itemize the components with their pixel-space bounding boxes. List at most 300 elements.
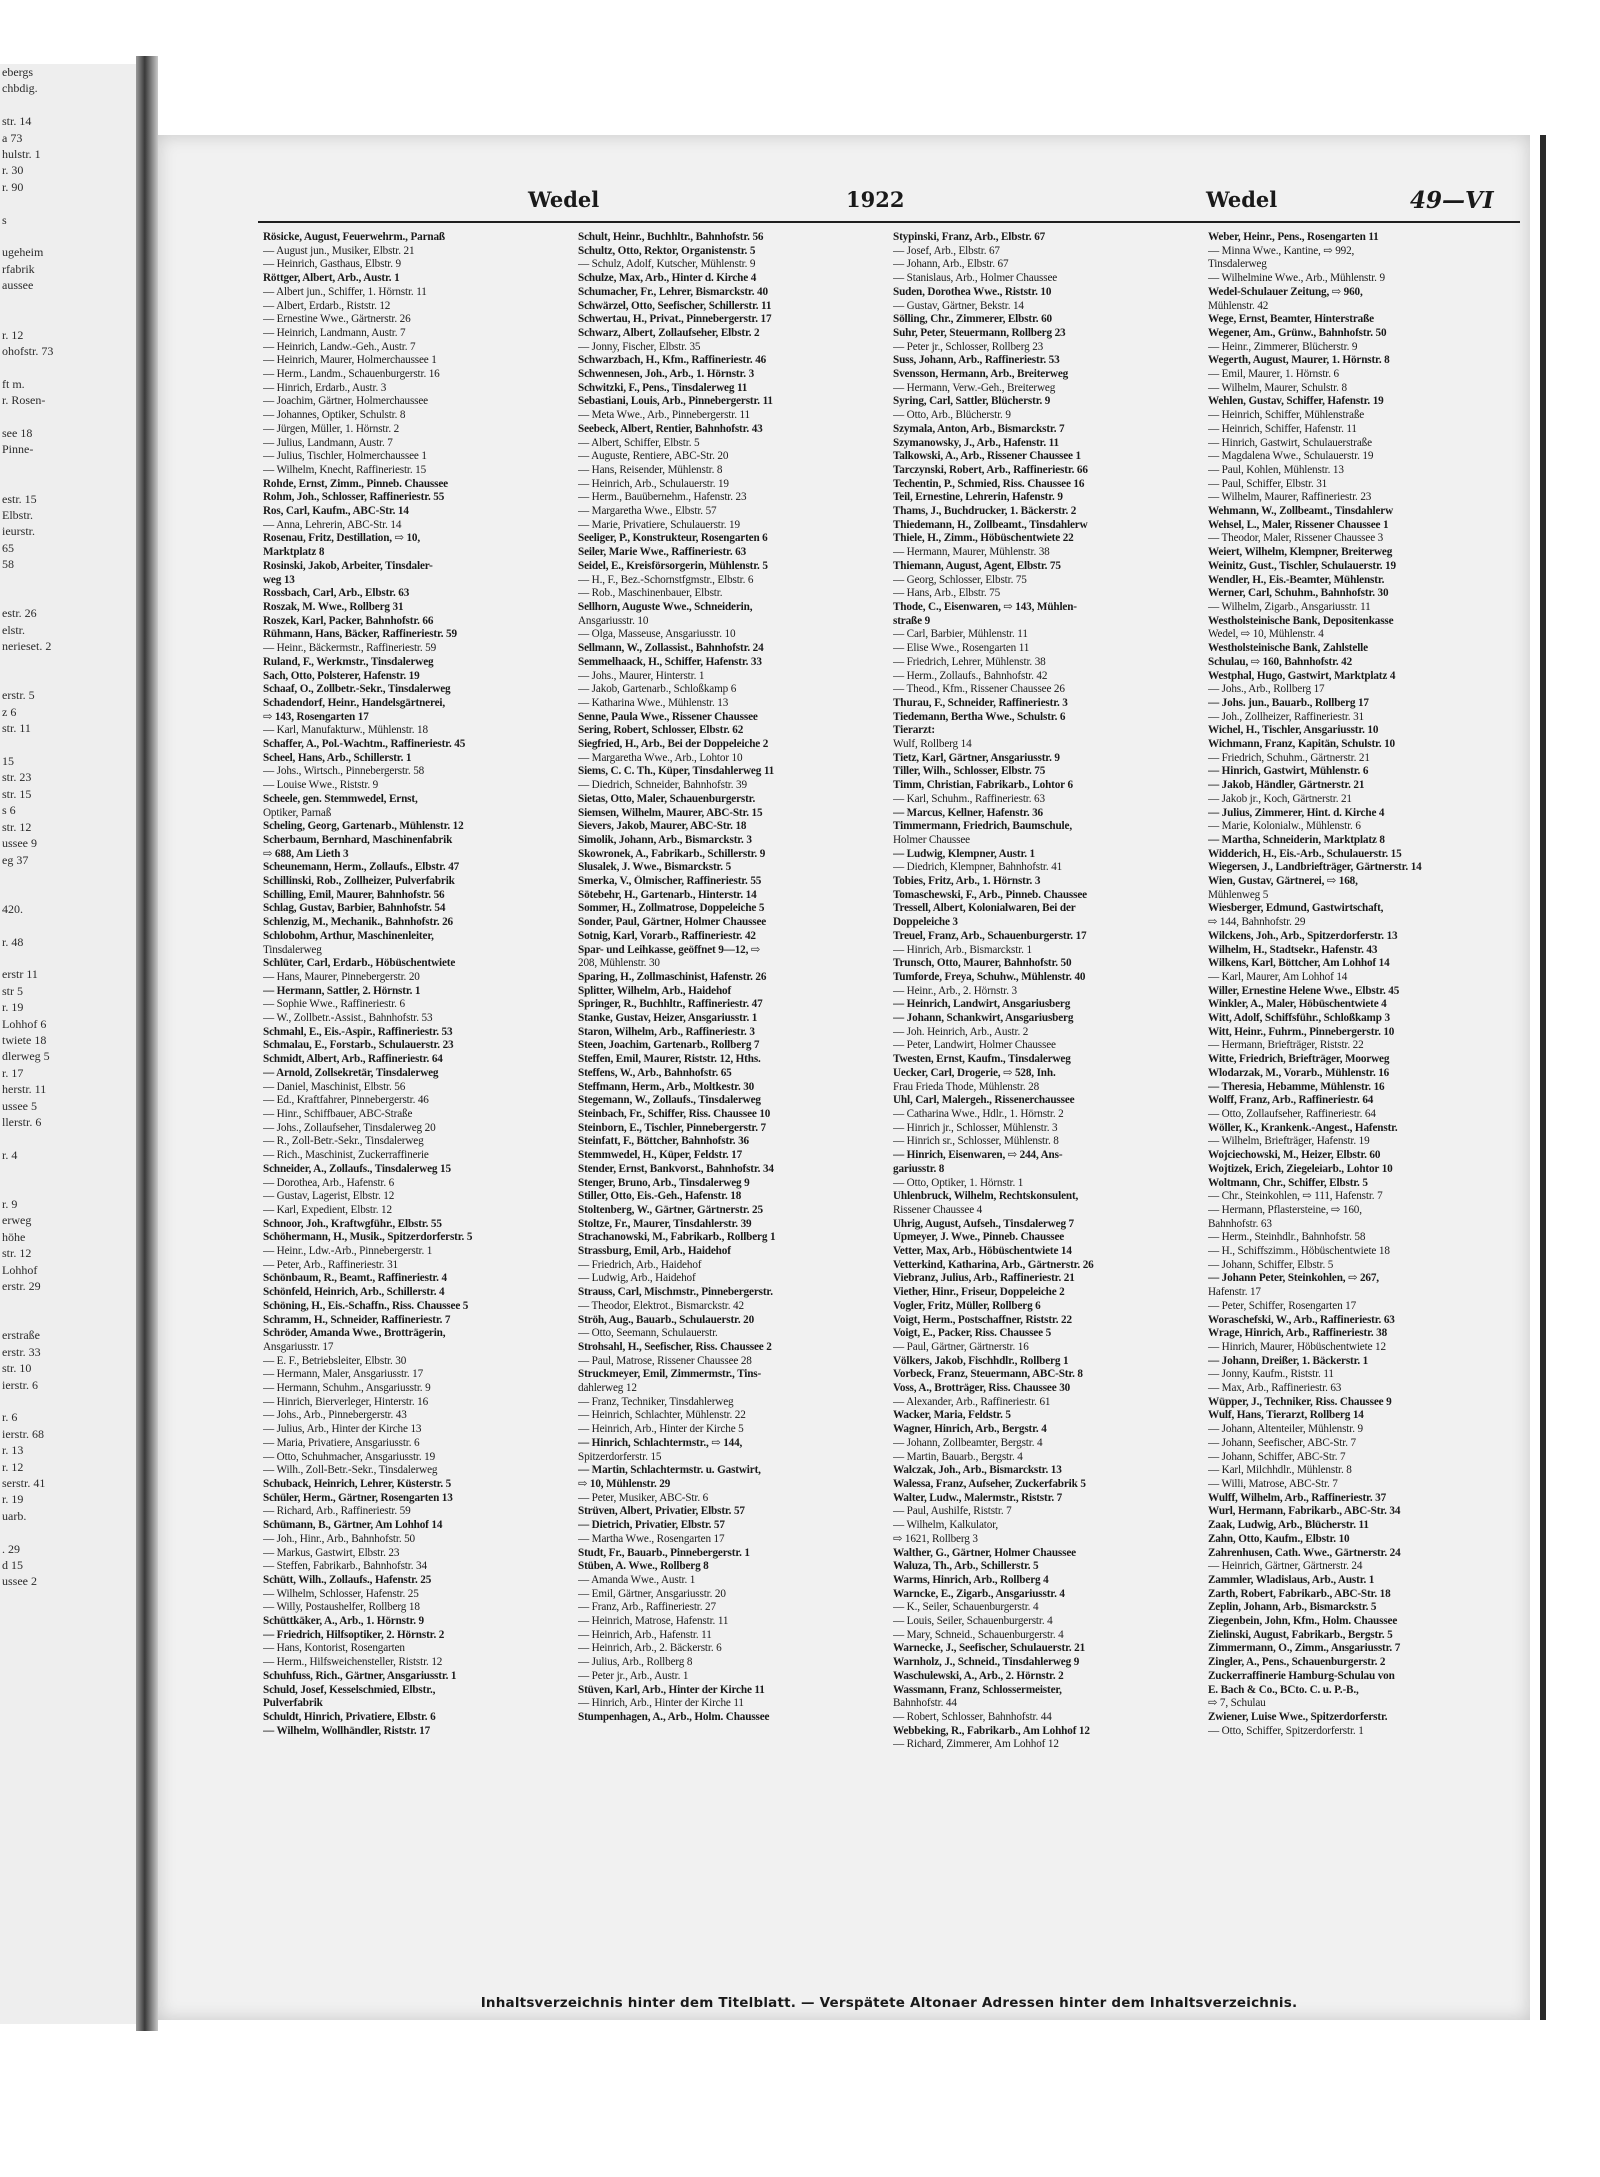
directory-entry: — Emil, Maurer, 1. Hörnstr. 6 [1208, 368, 1339, 381]
directory-entry: Schaffer, A., Pol.-Wachtm., Raffineriestr. 45 [263, 738, 466, 751]
directory-entry: Sebastiani, Louis, Arb., Pinnebergerstr. 11 [578, 395, 773, 408]
directory-entry: Schulau, ⇨ 160, Bahnhofstr. 42 [1208, 655, 1353, 668]
directory-entry: Tietz, Karl, Gärtner, Ansgariusstr. 9 [893, 751, 1060, 764]
directory-entry: Wlodarzak, M., Vorarb., Mühlenstr. 16 [1208, 1066, 1390, 1079]
directory-entry: — Hinrich, Arb., Bismarckstr. 1 [893, 943, 1032, 956]
directory-entry: Warncke, E., Zigarb., Ansgariusstr. 4 [893, 1587, 1065, 1600]
directory-entry: Strassburg, Emil, Arb., Haidehof [578, 1245, 731, 1258]
directory-entry: Optiker, Parnaß [263, 806, 332, 819]
directory-entry: Wehlen, Gustav, Schiffer, Hafenstr. 19 [1208, 395, 1384, 408]
directory-entry: — Theodor, Maler, Rissener Chaussee 3 [1208, 532, 1384, 545]
directory-entry: Rosinski, Jakob, Arbeiter, Tinsdaler- [263, 559, 433, 572]
directory-entry: dahlerweg 12 [578, 1382, 637, 1395]
directory-entry: gariusstr. 8 [893, 1162, 945, 1175]
directory-entry: Wilkens, Karl, Böttcher, Am Lohhof 14 [1208, 957, 1390, 970]
directory-entry: — Friedrich, Lehrer, Mühlenstr. 38 [893, 655, 1046, 668]
previous-page-line [0, 294, 136, 310]
directory-entry: — Marcus, Kellner, Hafenstr. 36 [893, 806, 1043, 819]
directory-entry: — Paul, Gärtner, Gärtnerstr. 16 [893, 1340, 1029, 1353]
previous-page-line: r. 13 [2, 1443, 24, 1458]
directory-entry: Schwarz, Albert, Zollaufseher, Elbstr. 2 [578, 326, 760, 339]
directory-entry: Marktplatz 8 [263, 546, 325, 559]
directory-entry: Timm, Christian, Fabrikarb., Lohtor 6 [893, 779, 1073, 792]
directory-entry: Zahn, Otto, Kaufm., Elbstr. 10 [1208, 1532, 1350, 1545]
directory-entry: Westholsteinische Bank, Zahlstelle [1208, 642, 1368, 655]
directory-entry: ⇨ 143, Rosengarten 17 [263, 710, 369, 723]
previous-page-line [0, 573, 136, 589]
directory-entry: — Albert, Erdarb., Riststr. 12 [263, 299, 391, 312]
previous-page-line: r. 19 [2, 1000, 24, 1015]
directory-entry: Steinborn, E., Tischler, Pinnebergerstr. 7 [578, 1121, 766, 1134]
directory-entry: — Johannes, Optiker, Schulstr. 8 [263, 409, 406, 422]
directory-entry: Slusalek, J. Wwe., Bismarckstr. 5 [578, 861, 732, 874]
directory-entry: — Heinr., Ldw.-Arb., Pinnebergerstr. 1 [263, 1245, 433, 1258]
directory-entry: — Arnold, Zollsekretär, Tinsdalerweg [263, 1066, 439, 1079]
directory-entry: Thurau, F., Schneider, Raffineriestr. 3 [893, 696, 1068, 709]
directory-entry: Thode, C., Eisenwaren, ⇨ 143, Mühlen- [893, 600, 1077, 613]
directory-entry: — Hinrich jr., Schlosser, Mühlenstr. 3 [893, 1121, 1058, 1134]
previous-page-line: r. 48 [2, 934, 24, 949]
previous-page-line [0, 917, 136, 933]
directory-entry: — Maria, Privatiere, Ansgariusstr. 6 [263, 1436, 420, 1449]
directory-entry: — Peter jr., Arb., Austr. 1 [578, 1669, 689, 1682]
directory-entry: Rohde, Ernst, Zimm., Pinneb. Chaussee [263, 477, 448, 490]
previous-page-line [0, 884, 136, 900]
directory-entry: — Hans, Kontorist, Rosengarten [263, 1642, 405, 1655]
directory-entry: Talkowski, A., Arb., Rissener Chaussee 1 [893, 450, 1081, 463]
directory-entry: Thiedemann, H., Zollbeamt., Tinsdahlerw [893, 518, 1088, 531]
directory-entry: ⇨ 688, Am Lieth 3 [263, 847, 349, 860]
directory-entry: — Johs., Wirtsch., Pinnebergerstr. 58 [263, 765, 425, 778]
directory-entry: Wulff, Wilhelm, Arb., Raffineriestr. 37 [1208, 1491, 1387, 1504]
directory-entry: Rohm, Joh., Schlosser, Raffineriestr. 55 [263, 491, 445, 504]
directory-entry: Viebranz, Julius, Arb., Raffineriestr. 21 [893, 1272, 1075, 1285]
directory-entry: Doppeleiche 3 [893, 916, 958, 929]
directory-entry: Spar- und Leihkasse, geöffnet 9—12, ⇨ [578, 943, 761, 956]
previous-page-line: ussee 2 [2, 1574, 37, 1589]
directory-entry: Steinfatt, F., Böttcher, Bahnhofstr. 36 [578, 1135, 749, 1148]
directory-entry: Schuback, Heinrich, Lehrer, Küsterstr. 5 [263, 1477, 452, 1490]
directory-entry: Schmalau, E., Forstarb., Schulauerstr. 23 [263, 1039, 454, 1052]
previous-page-line: Pinne- [2, 442, 34, 457]
directory-entry: — E. F., Betriebsleiter, Elbstr. 30 [263, 1354, 407, 1367]
directory-entry: — Rich., Maschinist, Zuckerraffinerie [263, 1149, 429, 1162]
directory-entry: ⇨ 7, Schulau [1208, 1697, 1266, 1710]
header-town-right: Wedel [1206, 187, 1278, 212]
previous-page-line: s [2, 212, 7, 227]
directory-entry: — Peter, Schiffer, Rosengarten 17 [1208, 1299, 1357, 1312]
directory-entry: Wöller, K., Krankenk.-Angest., Hafenstr. [1208, 1121, 1398, 1134]
directory-entry: — Chr., Steinkohlen, ⇨ 111, Hafenstr. 7 [1208, 1190, 1383, 1203]
directory-entry: Spitzerdorferstr. 15 [578, 1450, 662, 1463]
directory-entry: — Hinrich, Bierverleger, Hinterstr. 16 [263, 1395, 429, 1408]
previous-page-line: aussee [2, 278, 34, 293]
directory-entry: Stüven, Karl, Arb., Hinter der Kirche 11 [578, 1683, 765, 1696]
directory-entry: Tressell, Albert, Kolonialwaren, Bei der [893, 902, 1076, 915]
directory-entry: Schilling, Emil, Maurer, Bahnhofstr. 56 [263, 888, 445, 901]
directory-entry: Walczak, Joh., Arb., Bismarckstr. 13 [893, 1464, 1062, 1477]
previous-page-line: str. 23 [2, 770, 32, 785]
directory-entry: Weiert, Wilhelm, Klempner, Breiterweg [1208, 546, 1393, 559]
previous-page-line: ft m. [2, 376, 25, 391]
directory-entry: — Herm., Hilfsweichensteller, Riststr. 12 [263, 1656, 443, 1669]
page-edge [1540, 135, 1546, 2020]
directory-entry: — Wilhelm, Knecht, Raffineriestr. 15 [263, 463, 427, 476]
directory-entry: — Jürgen, Müller, 1. Hörnstr. 2 [263, 422, 400, 435]
directory-entry: Voigt, Herm., Postschaffner, Riststr. 22 [893, 1313, 1072, 1326]
directory-entry: — Friedrich, Schuhm., Gärtnerstr. 21 [1208, 751, 1370, 764]
directory-entry: Wichmann, Franz, Kapitän, Schulstr. 10 [1208, 738, 1396, 751]
directory-entry: Timmermann, Friedrich, Baumschule, [893, 820, 1072, 833]
directory-entry: Tierarzt: [893, 724, 935, 737]
directory-entry: — Hinrich, Arb., Hinter der Kirche 11 [578, 1697, 744, 1710]
directory-entry: Wurl, Hermann, Fabrikarb., ABC-Str. 34 [1208, 1505, 1401, 1518]
directory-entry: Sommer, H., Zollmatrose, Doppeleiche 5 [578, 902, 765, 915]
previous-page-line: r. 19 [2, 1492, 24, 1507]
directory-entry: Springer, R., Buchhltr., Raffineriestr. 47 [578, 998, 763, 1011]
directory-entry: — Georg, Schlosser, Elbstr. 75 [893, 573, 1027, 586]
directory-entry: — Hinrich, Gastwirt, Schulauerstraße [1208, 436, 1372, 449]
directory-entry: Westholsteinische Bank, Depositenkasse [1208, 614, 1394, 627]
directory-entry: — Karl, Milchhdlr., Mühlenstr. 8 [1208, 1464, 1352, 1477]
directory-entry: Mühlenstr. 42 [1208, 299, 1269, 312]
directory-entry: Roszak, M. Wwe., Rollberg 31 [263, 600, 404, 613]
directory-entry: Szymala, Anton, Arb., Bismarckstr. 7 [893, 422, 1065, 435]
directory-entry: Wehmann, W., Zollbeamt., Tinsdahlerw [1208, 505, 1394, 518]
directory-entry: Schuld, Josef, Kesselschmied, Elbstr., [263, 1683, 436, 1696]
directory-entry: — Paul, Schiffer, Elbstr. 31 [1208, 477, 1328, 490]
directory-entry: — Johs., Zollaufseher, Tinsdalerweg 20 [263, 1121, 436, 1134]
previous-page-line: r. 12 [2, 327, 24, 342]
directory-entry: Suss, Johann, Arb., Raffineriestr. 53 [893, 354, 1060, 367]
previous-page-line: r. 30 [2, 163, 24, 178]
directory-entry: — Herm., Steinhdlr., Bahnhofstr. 58 [1208, 1231, 1366, 1244]
directory-entry: — Marie, Privatiere, Schulauerstr. 19 [578, 518, 740, 531]
directory-entry: — Max, Arb., Raffineriestr. 63 [1208, 1382, 1342, 1395]
directory-entry: Viether, Hinr., Friseur, Doppeleiche 2 [893, 1286, 1065, 1299]
directory-entry: Zammler, Wladislaus, Arb., Austr. 1 [1208, 1573, 1375, 1586]
previous-page-line: str 5 [2, 983, 23, 998]
directory-entry: Schönfeld, Heinrich, Arb., Schillerstr. 4 [263, 1286, 445, 1299]
directory-entry: Holmer Chaussee [893, 833, 970, 846]
directory-entry: Sellmann, W., Zollassist., Bahnhofstr. 24 [578, 642, 764, 655]
directory-entry: Schumacher, Fr., Lehrer, Bismarckstr. 40 [578, 285, 768, 298]
directory-entry: Upmeyer, J. Wwe., Pinneb. Chaussee [893, 1231, 1065, 1244]
directory-entry: — Johann Peter, Steinkohlen, ⇨ 267, [1208, 1272, 1379, 1285]
previous-page-line: a 73 [2, 130, 23, 145]
directory-entry: Sparing, H., Zollmaschinist, Hafenstr. 26 [578, 970, 767, 983]
directory-entry: — Johann, Schiffer, ABC-Str. 7 [1208, 1450, 1346, 1463]
directory-entry: — Carl, Barbier, Mühlenstr. 11 [893, 628, 1028, 641]
directory-entry: Schult, Heinr., Buchhltr., Bahnhofstr. 56 [578, 231, 764, 243]
directory-column-3 [893, 231, 1203, 2031]
directory-entry: Stanke, Gustav, Heizer, Ansgariusstr. 1 [578, 1012, 758, 1025]
directory-entry: — Heinrich, Landwirt, Ansgariusberg [893, 998, 1071, 1011]
previous-page-line: r. 12 [2, 1459, 24, 1474]
previous-page-line [0, 359, 136, 375]
directory-entry: Schadendorf, Heinr., Handelsgärtnerei, [263, 696, 446, 709]
directory-entry: Schütt, Wilh., Zollaufs., Hafenstr. 25 [263, 1573, 432, 1586]
directory-entry: — Jakob, Händler, Gärtnerstr. 21 [1208, 779, 1365, 792]
directory-entry: — Hinrich sr., Schlosser, Mühlenstr. 8 [893, 1135, 1059, 1148]
directory-entry: Rissener Chaussee 4 [893, 1203, 983, 1216]
directory-entry: — Gustav, Gärtner, Bekstr. 14 [893, 299, 1024, 312]
previous-page-line [0, 737, 136, 753]
directory-entry: — Wilhelm, Wollhändler, Riststr. 17 [263, 1724, 431, 1737]
directory-entry: — Richard, Arb., Raffineriestr. 59 [263, 1505, 411, 1518]
directory-entry: Strohsahl, H., Seefischer, Riss. Chaussee 2 [578, 1340, 772, 1353]
directory-entry: Suhr, Peter, Steuermann, Rollberg 23 [893, 326, 1066, 339]
directory-entry: Wojciechowski, M., Heizer, Elbstr. 60 [1208, 1149, 1381, 1162]
previous-page-line: str. 11 [2, 721, 31, 736]
directory-entry: Warnholz, J., Schneid., Tinsdahlerweg 9 [893, 1656, 1080, 1669]
directory-entry: Schröder, Amanda Wwe., Brotträgerin, [263, 1327, 446, 1340]
directory-entry: — Theodor, Elektrot., Bismarckstr. 42 [578, 1299, 744, 1312]
previous-page-line: erweg [2, 1213, 32, 1228]
directory-entry: — Otto, Schiffer, Spitzerdorferstr. 1 [1208, 1724, 1364, 1737]
directory-entry: Stüben, A. Wwe., Rollberg 8 [578, 1560, 709, 1573]
directory-entry: — Johann, Zollbeamter, Bergstr. 4 [893, 1436, 1043, 1449]
directory-entry: — Ernestine Wwe., Gärtnerstr. 26 [263, 313, 411, 326]
directory-entry: — Karl, Manufakturw., Mühlenstr. 18 [263, 724, 428, 737]
directory-entry: — Margaretha Wwe., Elbstr. 57 [578, 505, 717, 518]
directory-entry: Sonder, Paul, Gärtner, Holmer Chaussee [578, 916, 767, 929]
directory-entry: Schultz, Otto, Rektor, Organistenstr. 5 [578, 244, 756, 257]
header-rule [258, 221, 1520, 223]
directory-entry: Splitter, Wilhelm, Arb., Haidehof [578, 984, 732, 997]
previous-page-line: ieurstr. [2, 524, 35, 539]
directory-entry: — Heinrich, Schiffer, Hafenstr. 11 [1208, 422, 1357, 435]
directory-entry: Voss, A., Brotträger, Riss. Chaussee 30 [893, 1382, 1071, 1395]
previous-page-line: eg 37 [2, 852, 29, 867]
directory-entry: — Otto, Schuhmacher, Ansgariusstr. 19 [263, 1450, 436, 1463]
previous-page-line: z 6 [2, 704, 17, 719]
directory-entry: — Robert, Schlosser, Bahnhofstr. 44 [893, 1710, 1052, 1723]
directory-entry: — K., Seiler, Schauenburgerstr. 4 [893, 1601, 1039, 1614]
directory-entry: Weber, Heinr., Pens., Rosengarten 11 [1208, 231, 1379, 243]
directory-entry: — Heinrich, Schlachter, Mühlenstr. 22 [578, 1409, 746, 1422]
directory-entry: — Johann, Altenteiler, Mühlenstr. 9 [1208, 1423, 1363, 1436]
directory-entry: Zingler, A., Pens., Schauenburgerstr. 2 [1208, 1656, 1386, 1669]
directory-entry: — Ed., Kraftfahrer, Pinnebergerstr. 46 [263, 1094, 429, 1107]
directory-entry: Witt, Adolf, Schiffsführ., Schloßkamp 3 [1208, 1012, 1390, 1025]
directory-entry: — Wilhelm, Kalkulator, [893, 1519, 998, 1532]
directory-entry: Widderich, H., Eis.-Arb., Schulauerstr. 15 [1208, 847, 1402, 860]
directory-entry: — W., Zollbetr.-Assist., Bahnhofstr. 53 [263, 1012, 433, 1025]
directory-entry: — Johann, Schiffer, Elbstr. 5 [1208, 1258, 1334, 1271]
previous-page-line: erstr. 29 [2, 1279, 41, 1294]
directory-entry: Schneider, A., Zollaufs., Tinsdalerweg 15 [263, 1162, 451, 1175]
directory-entry: — Heinr., Arb., 2. Hörnstr. 3 [893, 984, 1017, 997]
directory-entry: — Diedrich, Schneider, Bahnhofstr. 39 [578, 779, 747, 792]
previous-page-line [0, 97, 136, 113]
directory-entry: — Martin, Schlachtermstr. u. Gastwirt, [578, 1464, 761, 1477]
directory-entry: — Paul, Aushilfe, Riststr. 7 [893, 1505, 1012, 1518]
directory-entry: Schümann, B., Gärtner, Am Lohhof 14 [263, 1519, 443, 1532]
previous-page-line [0, 1294, 136, 1310]
directory-entry: — Wilhelmine Wwe., Arb., Mühlenstr. 9 [1208, 272, 1385, 285]
directory-entry: — Dorothea, Arb., Hafenstr. 6 [263, 1176, 395, 1189]
directory-entry: Staron, Wilhelm, Arb., Raffineriestr. 3 [578, 1025, 755, 1038]
directory-entry: Steffmann, Herm., Arb., Moltkestr. 30 [578, 1080, 755, 1093]
directory-entry: Woltmann, Chr., Schiffer, Elbstr. 5 [1208, 1176, 1368, 1189]
directory-entry: — Magdalena Wwe., Schulauerstr. 19 [1208, 450, 1374, 463]
directory-entry: Studt, Fr., Bauarb., Pinnebergerstr. 1 [578, 1546, 750, 1559]
directory-entry: — Heinrich, Landw.-Geh., Austr. 7 [263, 340, 416, 353]
directory-entry: Vetter, Max, Arb., Höbüschentwiete 14 [893, 1245, 1072, 1258]
previous-page-line: r. 9 [2, 1197, 18, 1212]
directory-entry: Walter, Ludw., Malermstr., Riststr. 7 [893, 1491, 1063, 1504]
previous-page-line [0, 1393, 136, 1409]
directory-entry: Ansgariusstr. 10 [578, 614, 649, 627]
previous-page-line: r. 17 [2, 1065, 24, 1080]
directory-entry: Wegerth, August, Maurer, 1. Hörnstr. 8 [1208, 354, 1390, 367]
directory-entry: Wichel, H., Tischler, Ansgariusstr. 10 [1208, 724, 1379, 737]
directory-entry: — Julius, Tischler, Holmerchaussee 1 [263, 450, 427, 463]
directory-entry: Woraschefski, W., Arb., Raffineriestr. 63 [1208, 1313, 1395, 1326]
directory-entry: — Heinrich, Arb., Hafenstr. 11 [578, 1628, 712, 1641]
directory-entry: — Otto, Arb., Blücherstr. 9 [893, 409, 1011, 422]
directory-entry: Wehsel, L., Maler, Rissener Chaussee 1 [1208, 518, 1389, 531]
directory-entry: — Joh., Hinr., Arb., Bahnhofstr. 50 [263, 1532, 415, 1545]
previous-page-line: twiete 18 [2, 1032, 47, 1047]
directory-entry: Scheel, Hans, Arb., Schillerstr. 1 [263, 751, 412, 764]
header-year: 1922 [846, 187, 905, 212]
directory-entry: Schlüter, Carl, Erdarb., Höbüschentwiete [263, 957, 456, 970]
directory-entry: — Catharina Wwe., Hdlr., 1. Hörnstr. 2 [893, 1108, 1064, 1120]
directory-entry: Wegener, Am., Grünw., Bahnhofstr. 50 [1208, 326, 1387, 339]
directory-entry: Ströh, Aug., Bauarb., Schulauerstr. 20 [578, 1313, 755, 1326]
directory-entry: Schüler, Herm., Gärtner, Rosengarten 13 [263, 1491, 453, 1504]
directory-entry: Uhlenbruck, Wilhelm, Rechtskonsulent, [893, 1190, 1079, 1203]
previous-page-line: 15 [2, 754, 14, 769]
previous-page-line [0, 474, 136, 490]
previous-page-line [0, 310, 136, 326]
previous-page-line [0, 589, 136, 605]
directory-entry: Stoltenberg, W., Gärtner, Gärtnerstr. 25 [578, 1203, 763, 1216]
directory-entry: Seebeck, Albert, Rentier, Bahnhofstr. 43 [578, 422, 763, 435]
directory-entry: Teil, Ernestine, Lehrerin, Hafenstr. 9 [893, 491, 1063, 504]
directory-entry: Bahnhofstr. 63 [1208, 1217, 1272, 1230]
directory-entry: — Willi, Matrose, ABC-Str. 7 [1208, 1477, 1338, 1490]
directory-entry: Steen, Joachim, Gartenarb., Rollberg 7 [578, 1039, 760, 1052]
previous-page-fragment [0, 64, 136, 2024]
directory-entry: Rossbach, Carl, Arb., Elbstr. 63 [263, 587, 410, 600]
directory-entry: — Hans, Arb., Elbstr. 75 [893, 587, 1001, 600]
directory-entry: Syring, Carl, Sattler, Blücherstr. 9 [893, 395, 1051, 408]
directory-entry: Vetterkind, Katharina, Arb., Gärtnerstr. 26 [893, 1258, 1094, 1271]
directory-entry: — Hinrich, Schlachtermstr., ⇨ 144, [578, 1436, 743, 1449]
previous-page-line: r. 6 [2, 1410, 18, 1425]
previous-page-line [0, 950, 136, 966]
directory-entry: Stemmwedel, H., Küper, Feldstr. 17 [578, 1149, 743, 1162]
directory-column-4 [1208, 231, 1518, 2031]
directory-entry: Zimmermann, O., Zimm., Ansgariusstr. 7 [1208, 1642, 1401, 1655]
directory-entry: Wulf, Rollberg 14 [893, 738, 972, 751]
directory-entry: Röttger, Albert, Arb., Austr. 1 [263, 272, 400, 285]
directory-entry: — Johann, Seefischer, ABC-Str. 7 [1208, 1436, 1356, 1449]
directory-entry: — Wilhelm, Schlosser, Hafenstr. 25 [263, 1587, 419, 1600]
directory-entry: — Mary, Schneid., Schauenburgerstr. 4 [893, 1628, 1064, 1641]
directory-entry: — Heinr., Bäckermstr., Raffineriestr. 59 [263, 642, 437, 655]
directory-entry: Rosenau, Fritz, Destillation, ⇨ 10, [263, 532, 421, 545]
directory-entry: Stender, Ernst, Bankvorst., Bahnhofstr. 34 [578, 1162, 774, 1175]
directory-entry: Sötebehr, H., Gartenarb., Hinterstr. 14 [578, 888, 757, 901]
directory-entry: Schwennesen, Joh., Arb., 1. Hörnstr. 3 [578, 368, 755, 381]
directory-entry: — Herm., Bauübernehm., Hafenstr. 23 [578, 491, 747, 504]
directory-entry: Simolik, Johann, Arb., Bismarckstr. 3 [578, 833, 752, 846]
directory-entry: Trunsch, Otto, Maurer, Bahnhofstr. 50 [893, 957, 1072, 970]
previous-page-line: herstr. 11 [2, 1082, 47, 1097]
page-header [158, 187, 1530, 217]
directory-entry: Strachanowski, M., Fabrikarb., Rollberg 1 [578, 1231, 776, 1244]
directory-entry: — Heinrich, Gasthaus, Elbstr. 9 [263, 258, 401, 271]
previous-page-line: estr. 26 [2, 606, 37, 621]
directory-entry: Struckmeyer, Emil, Zimmermstr., Tins- [578, 1368, 762, 1381]
directory-entry: Sietas, Otto, Maler, Schauenburgerstr. [578, 792, 756, 805]
directory-entry: Schüttkäker, A., Arb., 1. Hörnstr. 9 [263, 1615, 424, 1628]
directory-entry: Hafenstr. 17 [1208, 1286, 1261, 1299]
previous-page-line: str. 14 [2, 114, 32, 129]
directory-entry: Seeliger, P., Konstrukteur, Rosengarten 6 [578, 532, 768, 545]
previous-page-line [0, 1524, 136, 1540]
directory-entry: Siegfried, H., Arb., Bei der Doppeleiche 2 [578, 738, 769, 751]
directory-page [158, 135, 1530, 2020]
directory-entry: Voigt, E., Packer, Riss. Chaussee 5 [893, 1327, 1052, 1340]
directory-entry: Schlobohm, Arthur, Maschinenleiter, [263, 929, 434, 942]
directory-entry: — Peter, Musiker, ABC-Str. 6 [578, 1491, 709, 1504]
directory-entry: — Hinr., Schiffbauer, ABC-Straße [263, 1108, 413, 1120]
directory-entry: Willer, Ernestine Helene Wwe., Elbstr. 45 [1208, 984, 1400, 997]
directory-entry: Svensson, Hermann, Arb., Breiterweg [893, 368, 1069, 381]
previous-page-line: ussee 5 [2, 1098, 37, 1113]
directory-entry: Stiller, Otto, Eis.-Geh., Hafenstr. 18 [578, 1190, 742, 1203]
directory-entry: — Otto, Optiker, 1. Hörnstr. 1 [893, 1176, 1024, 1189]
directory-entry: Senne, Paula Wwe., Rissener Chaussee [578, 710, 758, 723]
directory-entry: — Rob., Maschinenbauer, Elbstr. [578, 587, 723, 600]
directory-entry: Wedel-Schulauer Zeitung, ⇨ 960, [1208, 285, 1363, 298]
directory-entry: Uecker, Carl, Drogerie, ⇨ 528, Inh. [893, 1066, 1056, 1079]
directory-entry: — Hinrich, Erdarb., Austr. 3 [263, 381, 387, 394]
directory-entry: Wagner, Hinrich, Arb., Bergstr. 4 [893, 1423, 1047, 1436]
directory-entry: Siemsen, Wilhelm, Maurer, ABC-Str. 15 [578, 806, 763, 819]
directory-entry: — Meta Wwe., Arb., Pinnebergerstr. 11 [578, 409, 750, 422]
directory-entry: — Minna Wwe., Kantine, ⇨ 992, [1208, 244, 1355, 257]
directory-entry: — Wilh., Zoll-Betr.-Sekr., Tinsdalerweg [263, 1464, 438, 1477]
directory-entry: Thiemann, August, Agent, Elbstr. 75 [893, 559, 1061, 572]
directory-entry: Tarczynski, Robert, Arb., Raffineriestr. 66 [893, 463, 1088, 476]
directory-entry: Scherbaum, Bernhard, Maschinenfabrik [263, 833, 453, 846]
directory-entry: Tumforde, Freya, Schuhw., Mühlenstr. 40 [893, 970, 1086, 983]
directory-entry: Strauss, Carl, Mischmstr., Pinnebergerstr. [578, 1286, 773, 1299]
directory-entry: — Heinrich, Schiffer, Mühlenstraße [1208, 409, 1365, 422]
directory-entry: — Johann, Arb., Elbstr. 67 [893, 258, 1009, 271]
directory-entry: Schaaf, O., Zollbetr.-Sekr., Tinsdalerweg [263, 683, 451, 696]
previous-page-line: höhe [2, 1229, 26, 1244]
directory-entry: Ros, Carl, Kaufm., ABC-Str. 14 [263, 505, 409, 518]
directory-entry: Warms, Hinrich, Arb., Rollberg 4 [893, 1573, 1049, 1586]
directory-entry: Stypinski, Franz, Arb., Elbstr. 67 [893, 231, 1046, 243]
directory-entry: Twesten, Ernst, Kaufm., Tinsdalerweg [893, 1053, 1071, 1066]
directory-entry: Schuhfuss, Rich., Gärtner, Ansgariusstr. 1 [263, 1669, 457, 1682]
directory-entry: Wüpper, J., Techniker, Riss. Chaussee 9 [1208, 1395, 1392, 1408]
directory-entry: Semmelhaack, H., Schiffer, Hafenstr. 33 [578, 655, 762, 668]
directory-entry: — Hinrich, Gastwirt, Mühlenstr. 6 [1208, 765, 1369, 778]
directory-entry: — Heinrich, Arb., 2. Bäckerstr. 6 [578, 1642, 722, 1655]
directory-entry: — Sophie Wwe., Raffineriestr. 6 [263, 998, 405, 1011]
previous-page-line: 65 [2, 540, 14, 555]
directory-entry: — Heinrich, Arb., Schulauerstr. 19 [578, 477, 729, 490]
